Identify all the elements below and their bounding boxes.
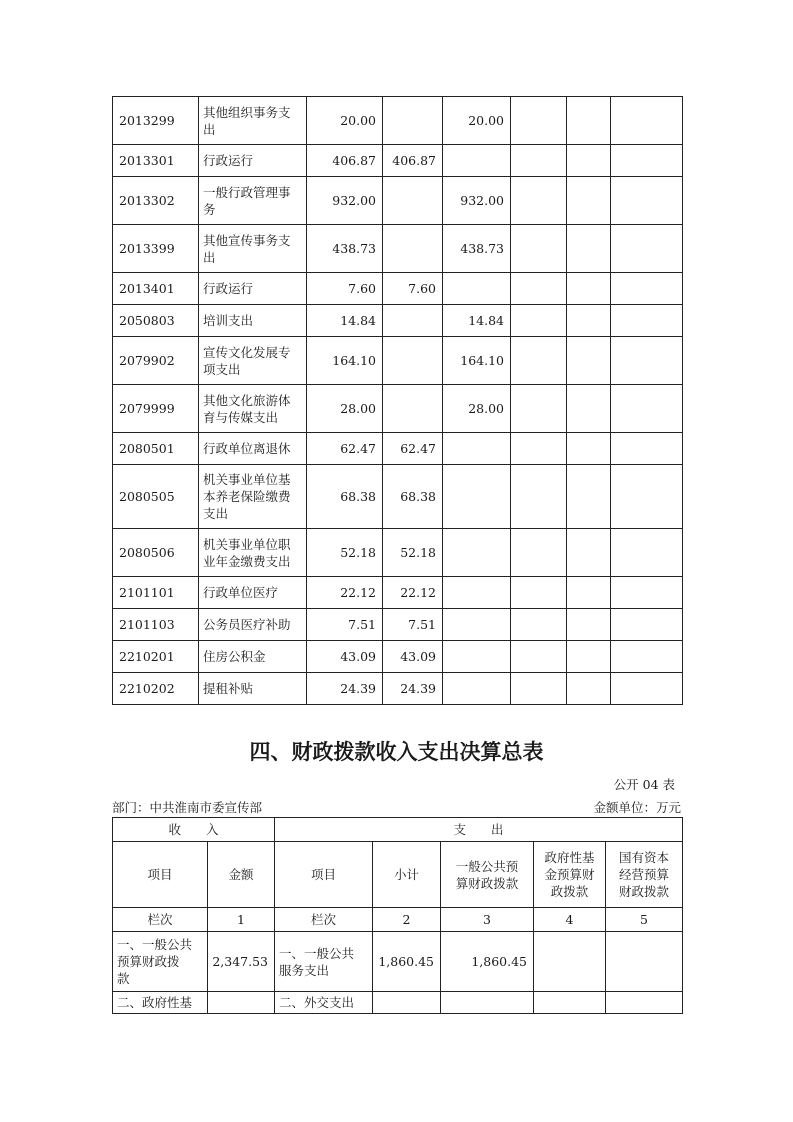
income-item — [113, 992, 208, 1014]
empty-cell — [511, 609, 567, 641]
section-title: 四、财政拨款收入支出决算总表 — [249, 740, 544, 764]
account-name — [199, 577, 307, 609]
text-line: 一般行政管理事 — [203, 184, 291, 200]
table-row — [113, 225, 683, 273]
project-expenditure: 28.00 — [443, 385, 511, 433]
text-line: 其他组织事务支 — [203, 104, 291, 120]
project-expenditure — [443, 641, 511, 673]
empty-cell — [511, 465, 567, 529]
account-code: 2079902 — [113, 337, 199, 385]
account-name — [199, 385, 307, 433]
basic-expenditure: 62.47 — [383, 433, 443, 465]
fiscal-summary-table — [112, 817, 683, 1014]
col-num-4: 4 — [534, 908, 606, 932]
row-label-expense: 栏次 — [275, 908, 373, 932]
text-line: 其他文化旅游体 — [203, 392, 291, 408]
empty-cell — [511, 337, 567, 385]
project-expenditure — [443, 145, 511, 177]
header-amount: 金额 — [208, 842, 275, 908]
text-line: 出 — [203, 249, 216, 265]
empty-cell — [511, 433, 567, 465]
total-amount: 68.38 — [307, 465, 383, 529]
state-capital-amount — [606, 932, 683, 992]
project-expenditure: 14.84 — [443, 305, 511, 337]
empty-cell — [567, 273, 611, 305]
empty-cell — [611, 433, 683, 465]
account-name — [199, 305, 307, 337]
text-line: 支出 — [203, 506, 229, 521]
account-name — [199, 177, 307, 225]
state-capital-amount — [606, 992, 683, 1014]
total-amount: 52.18 — [307, 529, 383, 577]
empty-cell — [611, 145, 683, 177]
text-line: 育与传媒支出 — [203, 409, 279, 425]
gov-fund-amount — [534, 932, 606, 992]
total-amount: 406.87 — [307, 145, 383, 177]
text-line: 款 — [117, 971, 130, 986]
empty-cell — [611, 273, 683, 305]
basic-expenditure: 22.12 — [383, 577, 443, 609]
table-row — [113, 641, 683, 673]
basic-expenditure: 52.18 — [383, 529, 443, 577]
table-row — [113, 932, 683, 992]
basic-expenditure: 24.39 — [383, 673, 443, 705]
income-item — [113, 932, 208, 992]
empty-cell — [611, 305, 683, 337]
project-expenditure: 20.00 — [443, 97, 511, 145]
account-code: 2013302 — [113, 177, 199, 225]
project-expenditure — [443, 577, 511, 609]
text-line: 出 — [203, 121, 216, 137]
expense-header: 支 出 — [275, 818, 683, 842]
account-code: 2080505 — [113, 465, 199, 529]
account-name — [199, 97, 307, 145]
empty-cell — [567, 609, 611, 641]
table-row — [113, 992, 683, 1014]
table-row — [113, 529, 683, 577]
text-line: 预算财政拨 — [117, 954, 180, 969]
general-budget-amount — [441, 992, 534, 1014]
empty-cell — [611, 641, 683, 673]
project-expenditure — [443, 273, 511, 305]
empty-cell — [511, 145, 567, 177]
general-budget-amount: 1,860.45 — [441, 932, 534, 992]
empty-cell — [611, 529, 683, 577]
total-amount: 164.10 — [307, 337, 383, 385]
account-name — [199, 273, 307, 305]
empty-cell — [567, 433, 611, 465]
basic-expenditure — [383, 177, 443, 225]
text-line: 机关事业单位职 — [203, 536, 291, 552]
total-amount: 62.47 — [307, 433, 383, 465]
total-amount: 28.00 — [307, 385, 383, 433]
table-row — [113, 577, 683, 609]
basic-expenditure — [383, 337, 443, 385]
empty-cell — [511, 273, 567, 305]
empty-cell — [567, 577, 611, 609]
empty-cell — [611, 177, 683, 225]
basic-expenditure — [383, 225, 443, 273]
basic-expenditure — [383, 385, 443, 433]
account-code: 2013399 — [113, 225, 199, 273]
account-code: 2101103 — [113, 609, 199, 641]
income-amount: 2,347.53 — [208, 932, 275, 992]
text-line: 培训支出 — [203, 313, 254, 328]
expense-subtotal: 1,860.45 — [373, 932, 441, 992]
empty-cell — [611, 609, 683, 641]
text-line: 务 — [203, 201, 216, 217]
account-name — [199, 609, 307, 641]
empty-cell — [611, 385, 683, 433]
income-amount — [208, 992, 275, 1014]
table-row — [113, 609, 683, 641]
empty-cell — [567, 641, 611, 673]
amount-unit-label: 金额单位：万元 — [593, 800, 681, 815]
table-row — [113, 145, 683, 177]
project-expenditure — [443, 465, 511, 529]
header-item: 项目 — [113, 842, 208, 908]
empty-cell — [567, 305, 611, 337]
empty-cell — [611, 465, 683, 529]
text-line: 机关事业单位基 — [203, 472, 291, 487]
header-general-budget: 一般公共预 算财政拨款 — [441, 842, 534, 908]
total-amount: 438.73 — [307, 225, 383, 273]
col-num-5: 5 — [606, 908, 683, 932]
text-line: 行政单位离退休 — [203, 441, 291, 456]
empty-cell — [611, 337, 683, 385]
empty-cell — [511, 97, 567, 145]
text-line: 行政单位医疗 — [203, 585, 279, 600]
total-amount: 932.00 — [307, 177, 383, 225]
empty-cell — [611, 577, 683, 609]
text-line: 公务员医疗补助 — [203, 617, 291, 632]
project-expenditure — [443, 609, 511, 641]
expense-subtotal — [373, 992, 441, 1014]
account-code: 2080501 — [113, 433, 199, 465]
row-label: 栏次 — [113, 908, 208, 932]
text-line: 二、外交支出 — [279, 995, 355, 1010]
account-code: 2013301 — [113, 145, 199, 177]
empty-cell — [611, 97, 683, 145]
basic-expenditure: 7.51 — [383, 609, 443, 641]
basic-expenditure: 43.09 — [383, 641, 443, 673]
text-line: 行政运行 — [203, 153, 254, 168]
header-state-capital: 国有资本 经营预算 财政拨款 — [606, 842, 683, 908]
empty-cell — [567, 529, 611, 577]
expense-item — [275, 992, 373, 1014]
account-name — [199, 337, 307, 385]
empty-cell — [511, 529, 567, 577]
text-line: 其他宣传事务支 — [203, 232, 291, 248]
account-name — [199, 433, 307, 465]
total-amount: 14.84 — [307, 305, 383, 337]
col-num-1: 1 — [208, 908, 275, 932]
empty-cell — [567, 97, 611, 145]
basic-expenditure — [383, 305, 443, 337]
empty-cell — [567, 145, 611, 177]
empty-cell — [567, 337, 611, 385]
total-amount: 7.60 — [307, 273, 383, 305]
table-row — [113, 433, 683, 465]
total-amount: 43.09 — [307, 641, 383, 673]
table-row — [113, 673, 683, 705]
text-line: 一、一般公共 — [117, 937, 193, 952]
text-line: 提租补贴 — [203, 681, 254, 696]
empty-cell — [511, 385, 567, 433]
basic-expenditure: 68.38 — [383, 465, 443, 529]
text-line: 业年金缴费支出 — [203, 553, 291, 569]
income-header: 收 入 — [113, 818, 275, 842]
empty-cell — [567, 673, 611, 705]
account-code: 2013401 — [113, 273, 199, 305]
empty-cell — [567, 385, 611, 433]
header-subtotal: 小计 — [373, 842, 441, 908]
account-code: 2050803 — [113, 305, 199, 337]
table-row — [113, 465, 683, 529]
empty-cell — [511, 177, 567, 225]
project-expenditure — [443, 433, 511, 465]
account-code: 2079999 — [113, 385, 199, 433]
account-name — [199, 529, 307, 577]
table-row — [113, 97, 683, 145]
empty-cell — [511, 641, 567, 673]
account-name — [199, 225, 307, 273]
total-amount: 20.00 — [307, 97, 383, 145]
account-code: 2210201 — [113, 641, 199, 673]
text-line: 服务支出 — [279, 962, 330, 978]
empty-cell — [567, 225, 611, 273]
total-amount: 24.39 — [307, 673, 383, 705]
account-code: 2210202 — [113, 673, 199, 705]
account-code: 2101101 — [113, 577, 199, 609]
empty-cell — [511, 305, 567, 337]
empty-cell — [511, 577, 567, 609]
project-expenditure: 164.10 — [443, 337, 511, 385]
header-item-expense: 项目 — [275, 842, 373, 908]
empty-cell — [567, 465, 611, 529]
table-row — [113, 337, 683, 385]
project-expenditure — [443, 529, 511, 577]
expenditure-detail-table — [112, 96, 683, 705]
account-name — [199, 673, 307, 705]
basic-expenditure: 406.87 — [383, 145, 443, 177]
project-expenditure: 438.73 — [443, 225, 511, 273]
empty-cell — [567, 177, 611, 225]
text-line: 二、政府性基 — [117, 995, 193, 1010]
account-name — [199, 465, 307, 529]
basic-expenditure — [383, 97, 443, 145]
col-num-3: 3 — [441, 908, 534, 932]
form-number: 公开 04 表 — [613, 777, 675, 792]
project-expenditure: 932.00 — [443, 177, 511, 225]
account-code: 2013299 — [113, 97, 199, 145]
table-row — [113, 305, 683, 337]
empty-cell — [511, 225, 567, 273]
text-line: 行政运行 — [203, 281, 254, 296]
empty-cell — [611, 673, 683, 705]
text-line: 本养老保险缴费 — [203, 489, 291, 504]
empty-cell — [511, 673, 567, 705]
text-line: 住房公积金 — [203, 649, 266, 664]
project-expenditure — [443, 673, 511, 705]
basic-expenditure: 7.60 — [383, 273, 443, 305]
account-name — [199, 641, 307, 673]
total-amount: 7.51 — [307, 609, 383, 641]
table-row — [113, 385, 683, 433]
table-row — [113, 273, 683, 305]
col-num-2: 2 — [373, 908, 441, 932]
gov-fund-amount — [534, 992, 606, 1014]
account-name — [199, 145, 307, 177]
text-line: 一、一般公共 — [279, 945, 355, 961]
text-line: 项支出 — [203, 361, 241, 377]
text-line: 宣传文化发展专 — [203, 344, 291, 360]
header-gov-fund: 政府性基 金预算财 政拨款 — [534, 842, 606, 908]
empty-cell — [611, 225, 683, 273]
expense-item — [275, 932, 373, 992]
account-code: 2080506 — [113, 529, 199, 577]
department-label: 部门：中共淮南市委宣传部 — [112, 800, 263, 815]
table-row — [113, 177, 683, 225]
total-amount: 22.12 — [307, 577, 383, 609]
